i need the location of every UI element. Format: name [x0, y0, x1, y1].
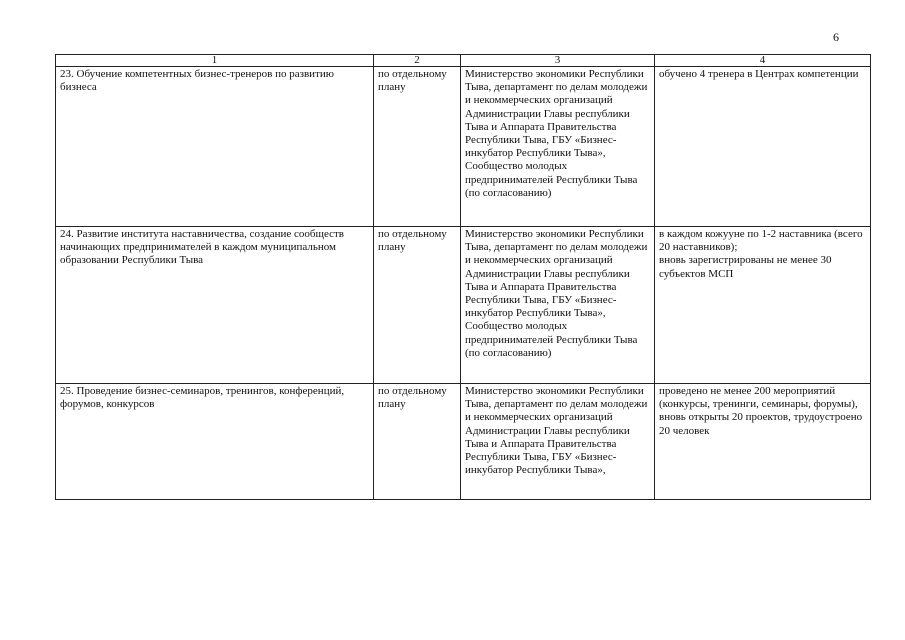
- executors-cell: Министерство экономики Республики Тыва, департамент по делам молодежи и некоммерческих организаций Администрации Главы республики Тыва и Аппарата Правительства Республики Тыва, ГБУ «Бизнес-инкубатор Республики Тыва»,: [461, 384, 655, 500]
- measure-cell: 25. Проведение бизнес-семинаров, тренингов, конференций, форумов, конкурсов: [56, 384, 374, 500]
- column-header: 3: [461, 55, 655, 67]
- measure-cell: 23. Обучение компетентных бизнес-тренеров по развитию бизнеса: [56, 67, 374, 227]
- result-cell: [655, 67, 871, 227]
- result-line: обучено 4 тренера в Центрах компетенции: [659, 68, 859, 80]
- deadline-cell: по отдельному плану: [374, 384, 461, 500]
- column-header: 4: [655, 55, 871, 67]
- table-row: [56, 384, 871, 500]
- measure-cell: 24. Развитие института наставничества, создание сообществ начинающих предпринимателей в каждом муниципальном образовании Республики Тыва: [56, 227, 374, 384]
- table-row: [56, 227, 871, 384]
- result-line: вновь зарегистрированы не менее 30 субъектов МСП: [659, 254, 832, 280]
- table-row: [56, 67, 871, 227]
- executors-cell: Министерство экономики Республики Тыва, департамент по делам молодежи и некоммерческих организаций Администрации Главы республики Тыва и Аппарата Правительства Республики Тыва, ГБУ «Бизнес-инкубатор Республики Тыва», Сообщество молодых предпринимателей Республики Тыва (по согласованию): [461, 67, 655, 227]
- page-number: 6: [833, 30, 839, 44]
- deadline-cell: по отдельному плану: [374, 67, 461, 227]
- result-cell: [655, 227, 871, 384]
- column-header: 2: [374, 55, 461, 67]
- result-line: проведено не менее 200 мероприятий (конкурсы, тренинги, семинары, форумы), вновь открыты 20 проектов, трудоустроено 20 человек: [659, 385, 863, 437]
- table-header-row: [56, 55, 871, 67]
- result-cell: [655, 384, 871, 500]
- column-header: 1: [56, 55, 374, 67]
- deadline-cell: по отдельному плану: [374, 227, 461, 384]
- result-line: в каждом кожууне по 1-2 наставника (всего 20 наставников);: [659, 228, 863, 254]
- executors-cell: Министерство экономики Республики Тыва, департамент по делам молодежи и некоммерческих организаций Администрации Главы республики Тыва и Аппарата Правительства Республики Тыва, ГБУ «Бизнес-инкубатор Республики Тыва», Сообщество молодых предпринимателей Республики Тыва (по согласованию): [461, 227, 655, 384]
- measures-table: [55, 54, 871, 500]
